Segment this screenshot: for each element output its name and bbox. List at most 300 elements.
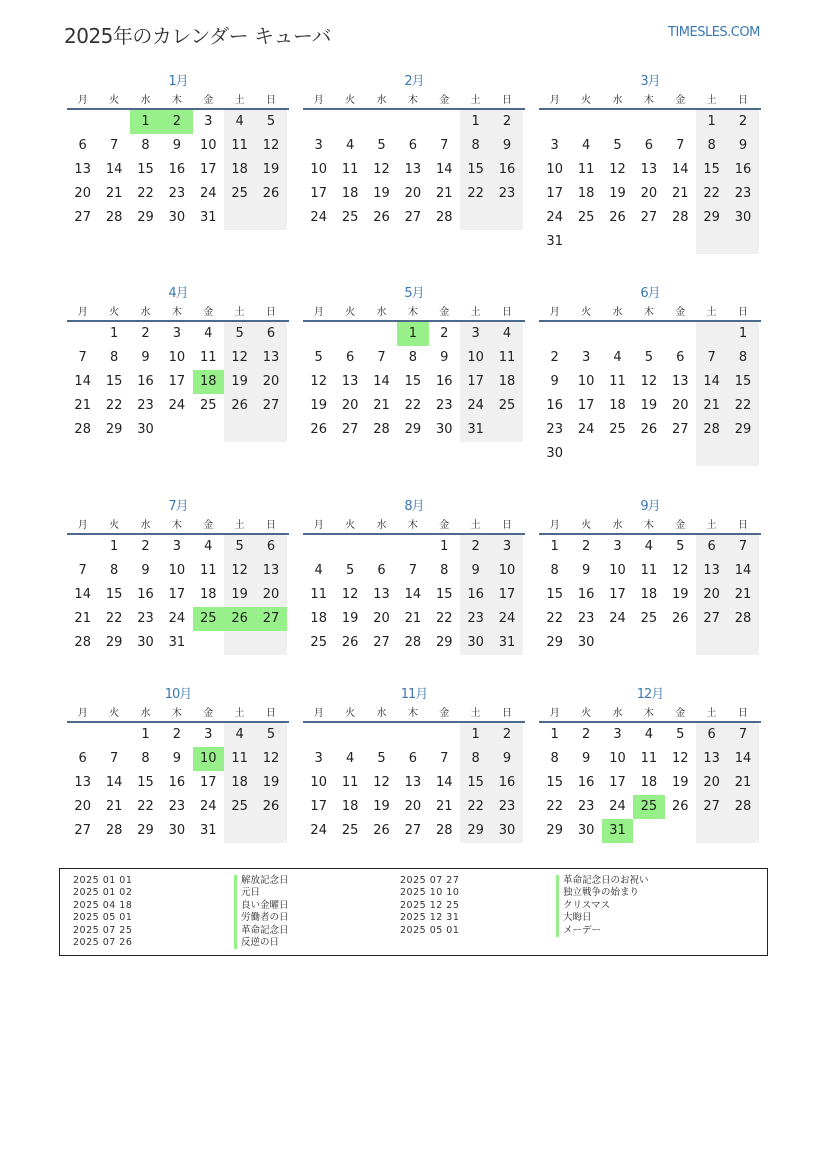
weekday-label: 土 [706,708,717,719]
holiday-dates-left [73,875,132,949]
holiday-day: 1 [397,322,428,346]
weekday-label: 水 [612,708,623,719]
day-cell: 21 [727,583,758,607]
weekday-label: 金 [439,708,450,719]
empty-cell [570,322,601,346]
day-cell: 16 [435,374,453,389]
day-cell: 19 [224,583,255,607]
weekday-label: 火 [581,307,592,318]
day-cell: 27 [404,823,422,838]
day-cell: 17 [168,374,186,389]
day-cell: 2 [581,539,591,554]
empty-cell [727,819,758,843]
weekday-label: 金 [439,307,450,318]
day-cell: 25 [341,210,359,225]
day-cell: 19 [609,186,626,201]
day-cell: 20 [341,398,359,413]
weekday-label: 月 [313,307,324,318]
day-cell: 19 [341,611,359,626]
day-cell: 5 [644,350,653,365]
day-cell: 28 [435,210,453,225]
day-grid [67,322,289,442]
day-cell: 10 [577,374,595,389]
month-2 [303,72,525,230]
day-cell: 22 [460,795,491,819]
weekday-label: 火 [581,95,592,106]
day-cell: 28 [373,422,390,437]
day-cell: 6 [408,751,417,766]
day-cell: 20 [404,799,422,814]
day-cell: 20 [74,186,91,201]
month-name: 10月 [164,687,192,702]
empty-cell [255,819,286,843]
day-cell: 1 [109,539,119,554]
weekday-label: 日 [266,95,277,106]
empty-cell [303,723,334,747]
day-cell: 20 [696,583,727,607]
day-cell: 26 [671,799,689,814]
holiday-day: 10 [193,747,224,771]
day-grid [67,535,289,655]
day-cell: 11 [491,346,522,370]
empty-cell [539,110,570,134]
weekday-label: 火 [109,307,120,318]
day-cell: 2 [141,326,150,341]
day-cell: 2 [172,727,181,742]
weekday-label: 月 [77,95,88,106]
month-name: 12月 [636,687,664,702]
day-cell: 3 [550,138,559,153]
empty-cell [67,535,98,559]
day-cell: 10 [310,162,327,177]
day-cell: 30 [137,422,154,437]
weekday-label: 月 [77,307,88,318]
day-cell: 30 [577,635,595,650]
weekday-label: 木 [407,95,418,106]
day-cell: 19 [373,186,390,201]
holiday-date: 2025 01 02 [73,887,133,899]
day-cell: 21 [727,771,758,795]
day-cell: 10 [168,563,186,578]
day-cell: 23 [435,398,453,413]
empty-cell [255,631,286,655]
empty-cell [224,819,255,843]
day-cell: 9 [727,134,758,158]
day-cell: 20 [255,370,286,394]
day-cell: 12 [609,162,626,177]
day-cell: 18 [224,771,255,795]
day-cell: 9 [141,563,150,578]
day-cell: 5 [345,563,355,578]
day-cell: 15 [137,162,154,177]
day-cell: 13 [74,775,91,790]
day-cell: 24 [577,422,595,437]
day-cell: 20 [404,186,422,201]
day-cell: 30 [168,823,186,838]
weekday-label: 金 [675,520,686,531]
day-cell: 28 [727,607,758,631]
weekday-label: 木 [171,307,182,318]
day-cell: 3 [314,138,323,153]
day-cell: 1 [696,110,727,134]
day-cell: 4 [644,539,653,554]
day-cell: 28 [696,418,727,442]
weekday-label: 日 [266,520,277,531]
empty-cell [665,631,696,655]
day-cell: 14 [404,587,422,602]
day-cell: 15 [727,370,758,394]
holiday-name: 革命記念日 [234,925,289,937]
day-cell: 9 [440,350,449,365]
day-cell: 26 [609,210,626,225]
empty-cell [303,322,334,346]
holiday-date: 2025 12 31 [400,912,460,924]
day-cell: 14 [435,162,453,177]
day-cell: 10 [609,563,626,578]
month-8 [303,497,525,655]
day-cell: 26 [373,823,390,838]
weekday-header [67,92,289,110]
weekday-header [539,92,761,110]
day-cell: 3 [613,727,622,742]
day-cell: 7 [408,563,417,578]
day-cell: 21 [373,398,390,413]
empty-cell [665,322,696,346]
day-cell: 12 [671,563,689,578]
empty-cell [665,442,696,466]
holiday-name: 独立戦争の始まり [556,887,649,899]
day-cell: 12 [373,162,390,177]
day-cell: 17 [199,775,217,790]
holiday-list [59,868,768,956]
day-cell: 5 [224,535,255,559]
day-cell: 29 [105,422,123,437]
day-cell: 11 [310,587,327,602]
empty-cell [334,535,365,559]
empty-cell [727,230,758,254]
day-cell: 8 [550,751,559,766]
day-cell: 22 [435,611,453,626]
day-cell: 16 [168,775,186,790]
weekday-label: 水 [376,520,387,531]
day-cell: 9 [550,374,559,389]
day-cell: 22 [460,182,491,206]
day-cell: 6 [78,751,87,766]
day-cell: 17 [546,186,563,201]
day-cell: 4 [204,539,213,554]
day-cell: 31 [199,823,217,838]
day-cell: 28 [74,422,91,437]
day-cell: 30 [546,446,563,461]
weekday-label: 土 [234,95,245,106]
day-cell: 2 [491,110,522,134]
day-cell: 3 [491,535,522,559]
day-cell: 8 [460,747,491,771]
day-cell: 16 [168,162,186,177]
holiday-date: 2025 10 10 [400,887,460,899]
weekday-header [539,517,761,535]
day-cell: 27 [404,210,422,225]
empty-cell [397,535,428,559]
day-cell: 22 [105,611,123,626]
month-4 [67,284,289,442]
weekday-label: 水 [612,95,623,106]
day-cell: 17 [491,583,522,607]
weekday-label: 火 [345,307,356,318]
day-cell: 9 [491,747,522,771]
weekday-label: 土 [234,708,245,719]
day-cell: 2 [581,727,591,742]
page-title: 2025年のカレンダー キューバ [64,24,331,48]
holiday-date: 2025 07 25 [73,924,133,936]
empty-cell [633,442,664,466]
day-cell: 7 [109,751,119,766]
day-cell: 22 [105,398,123,413]
day-cell: 16 [577,775,595,790]
day-cell: 18 [491,370,522,394]
weekday-label: 土 [706,307,717,318]
empty-cell [727,442,758,466]
day-cell: 29 [546,635,563,650]
day-cell: 11 [609,374,626,389]
day-cell: 29 [137,823,154,838]
day-cell: 1 [440,539,449,554]
weekday-label: 木 [643,708,654,719]
weekday-label: 月 [549,520,560,531]
day-cell: 18 [224,158,255,182]
holiday-name: 労働者の日 [234,912,289,924]
day-cell: 6 [345,350,355,365]
day-cell: 27 [74,823,91,838]
day-cell: 3 [204,114,213,129]
day-cell: 18 [577,186,595,201]
weekday-label: 火 [109,95,120,106]
day-cell: 27 [671,422,689,437]
day-cell: 25 [577,210,595,225]
day-cell: 14 [727,747,758,771]
day-cell: 7 [727,535,758,559]
empty-cell [696,230,727,254]
day-cell: 6 [676,350,685,365]
day-cell: 19 [255,158,286,182]
day-cell: 13 [696,559,727,583]
day-cell: 2 [491,723,522,747]
empty-cell [696,442,727,466]
holiday-date: 2025 04 18 [73,899,133,911]
day-cell: 19 [373,799,390,814]
day-cell: 21 [435,799,453,814]
day-cell: 27 [696,607,727,631]
holiday-name: メーデー [556,925,649,937]
weekday-label: 水 [140,95,151,106]
day-cell: 8 [408,350,417,365]
holiday-day: 31 [602,819,633,843]
day-cell: 8 [727,346,758,370]
day-cell: 4 [204,326,213,341]
day-cell: 13 [341,374,359,389]
day-cell: 1 [109,326,119,341]
day-cell: 4 [345,751,355,766]
day-cell: 10 [609,751,626,766]
day-cell: 21 [74,611,91,626]
day-cell: 25 [224,182,255,206]
weekday-label: 金 [203,95,214,106]
day-cell: 13 [373,587,390,602]
empty-cell [696,631,727,655]
day-cell: 10 [546,162,563,177]
day-cell: 7 [109,138,119,153]
day-cell: 6 [255,535,286,559]
empty-cell [98,110,129,134]
empty-cell [460,206,491,230]
day-cell: 16 [137,374,154,389]
day-cell: 7 [377,350,386,365]
month-1 [67,72,289,230]
day-cell: 12 [373,775,390,790]
day-grid [303,322,525,442]
weekday-label: 金 [675,95,686,106]
day-cell: 5 [255,110,286,134]
month-name: 8月 [404,499,424,514]
day-cell: 22 [137,799,154,814]
day-cell: 1 [460,723,491,747]
day-cell: 31 [546,234,563,249]
day-cell: 10 [168,350,186,365]
day-cell: 29 [460,819,491,843]
day-cell: 28 [105,210,123,225]
day-cell: 7 [727,723,758,747]
day-cell: 7 [696,346,727,370]
day-cell: 9 [581,563,591,578]
day-cell: 23 [491,795,522,819]
day-cell: 23 [137,611,154,626]
day-cell: 8 [550,563,559,578]
day-cell: 20 [74,799,91,814]
holiday-names-left [234,875,289,949]
day-cell: 31 [491,631,522,655]
day-cell: 12 [224,559,255,583]
day-cell: 11 [341,162,359,177]
day-cell: 4 [314,563,323,578]
day-cell: 27 [341,422,359,437]
day-cell: 20 [696,771,727,795]
day-cell: 16 [137,587,154,602]
holiday-day: 27 [255,607,286,631]
day-cell: 7 [78,350,87,365]
month-12 [539,685,761,843]
weekday-label: 土 [470,520,481,531]
empty-cell [633,110,664,134]
weekday-label: 火 [109,520,120,531]
day-cell: 15 [105,374,123,389]
day-cell: 25 [609,422,626,437]
weekday-label: 月 [549,708,560,719]
day-cell: 17 [609,587,626,602]
empty-cell [255,206,286,230]
weekday-label: 土 [234,520,245,531]
day-cell: 16 [491,771,522,795]
empty-cell [633,819,664,843]
day-cell: 8 [141,751,150,766]
weekday-label: 金 [675,307,686,318]
day-cell: 23 [168,799,186,814]
day-cell: 21 [435,186,453,201]
month-5 [303,284,525,442]
weekday-header [303,304,525,322]
day-cell: 9 [172,138,181,153]
weekday-label: 木 [643,307,654,318]
day-cell: 12 [341,587,359,602]
weekday-label: 金 [675,708,686,719]
holiday-day: 25 [193,607,224,631]
holiday-names-right [556,875,649,937]
empty-cell [491,206,522,230]
day-cell: 11 [640,751,658,766]
day-cell: 19 [224,370,255,394]
day-cell: 15 [105,587,123,602]
weekday-label: 水 [140,520,151,531]
empty-cell [696,322,727,346]
day-cell: 12 [224,346,255,370]
day-cell: 20 [255,583,286,607]
empty-cell [303,535,334,559]
day-cell: 26 [255,795,286,819]
holiday-name: 大晦日 [556,912,649,924]
day-cell: 4 [581,138,591,153]
empty-cell [727,631,758,655]
day-cell: 9 [491,134,522,158]
day-cell: 13 [255,346,286,370]
weekday-label: 火 [345,95,356,106]
day-cell: 24 [168,611,186,626]
weekday-label: 日 [738,708,749,719]
empty-cell [397,723,428,747]
empty-cell [429,110,460,134]
empty-cell [602,631,633,655]
day-cell: 29 [404,422,422,437]
day-cell: 29 [137,210,154,225]
day-cell: 11 [341,775,359,790]
weekday-label: 月 [549,307,560,318]
day-cell: 10 [310,775,327,790]
day-cell: 11 [199,563,217,578]
day-cell: 18 [341,186,359,201]
day-cell: 26 [341,635,359,650]
empty-cell [633,230,664,254]
day-cell: 13 [404,162,422,177]
weekday-label: 水 [612,520,623,531]
day-cell: 23 [460,607,491,631]
day-cell: 29 [546,823,563,838]
day-grid [539,110,761,254]
day-cell: 3 [613,539,622,554]
empty-cell [602,230,633,254]
day-cell: 23 [546,422,563,437]
empty-cell [602,322,633,346]
empty-cell [602,110,633,134]
day-cell: 17 [460,370,491,394]
empty-cell [602,442,633,466]
day-cell: 28 [671,210,689,225]
brand-logo[interactable]: TIMESLES.COM [668,25,760,40]
day-cell: 6 [696,535,727,559]
day-cell: 26 [310,422,327,437]
day-cell: 1 [550,727,559,742]
day-cell: 23 [491,182,522,206]
day-cell: 4 [491,322,522,346]
weekday-label: 火 [345,708,356,719]
day-cell: 12 [255,747,286,771]
